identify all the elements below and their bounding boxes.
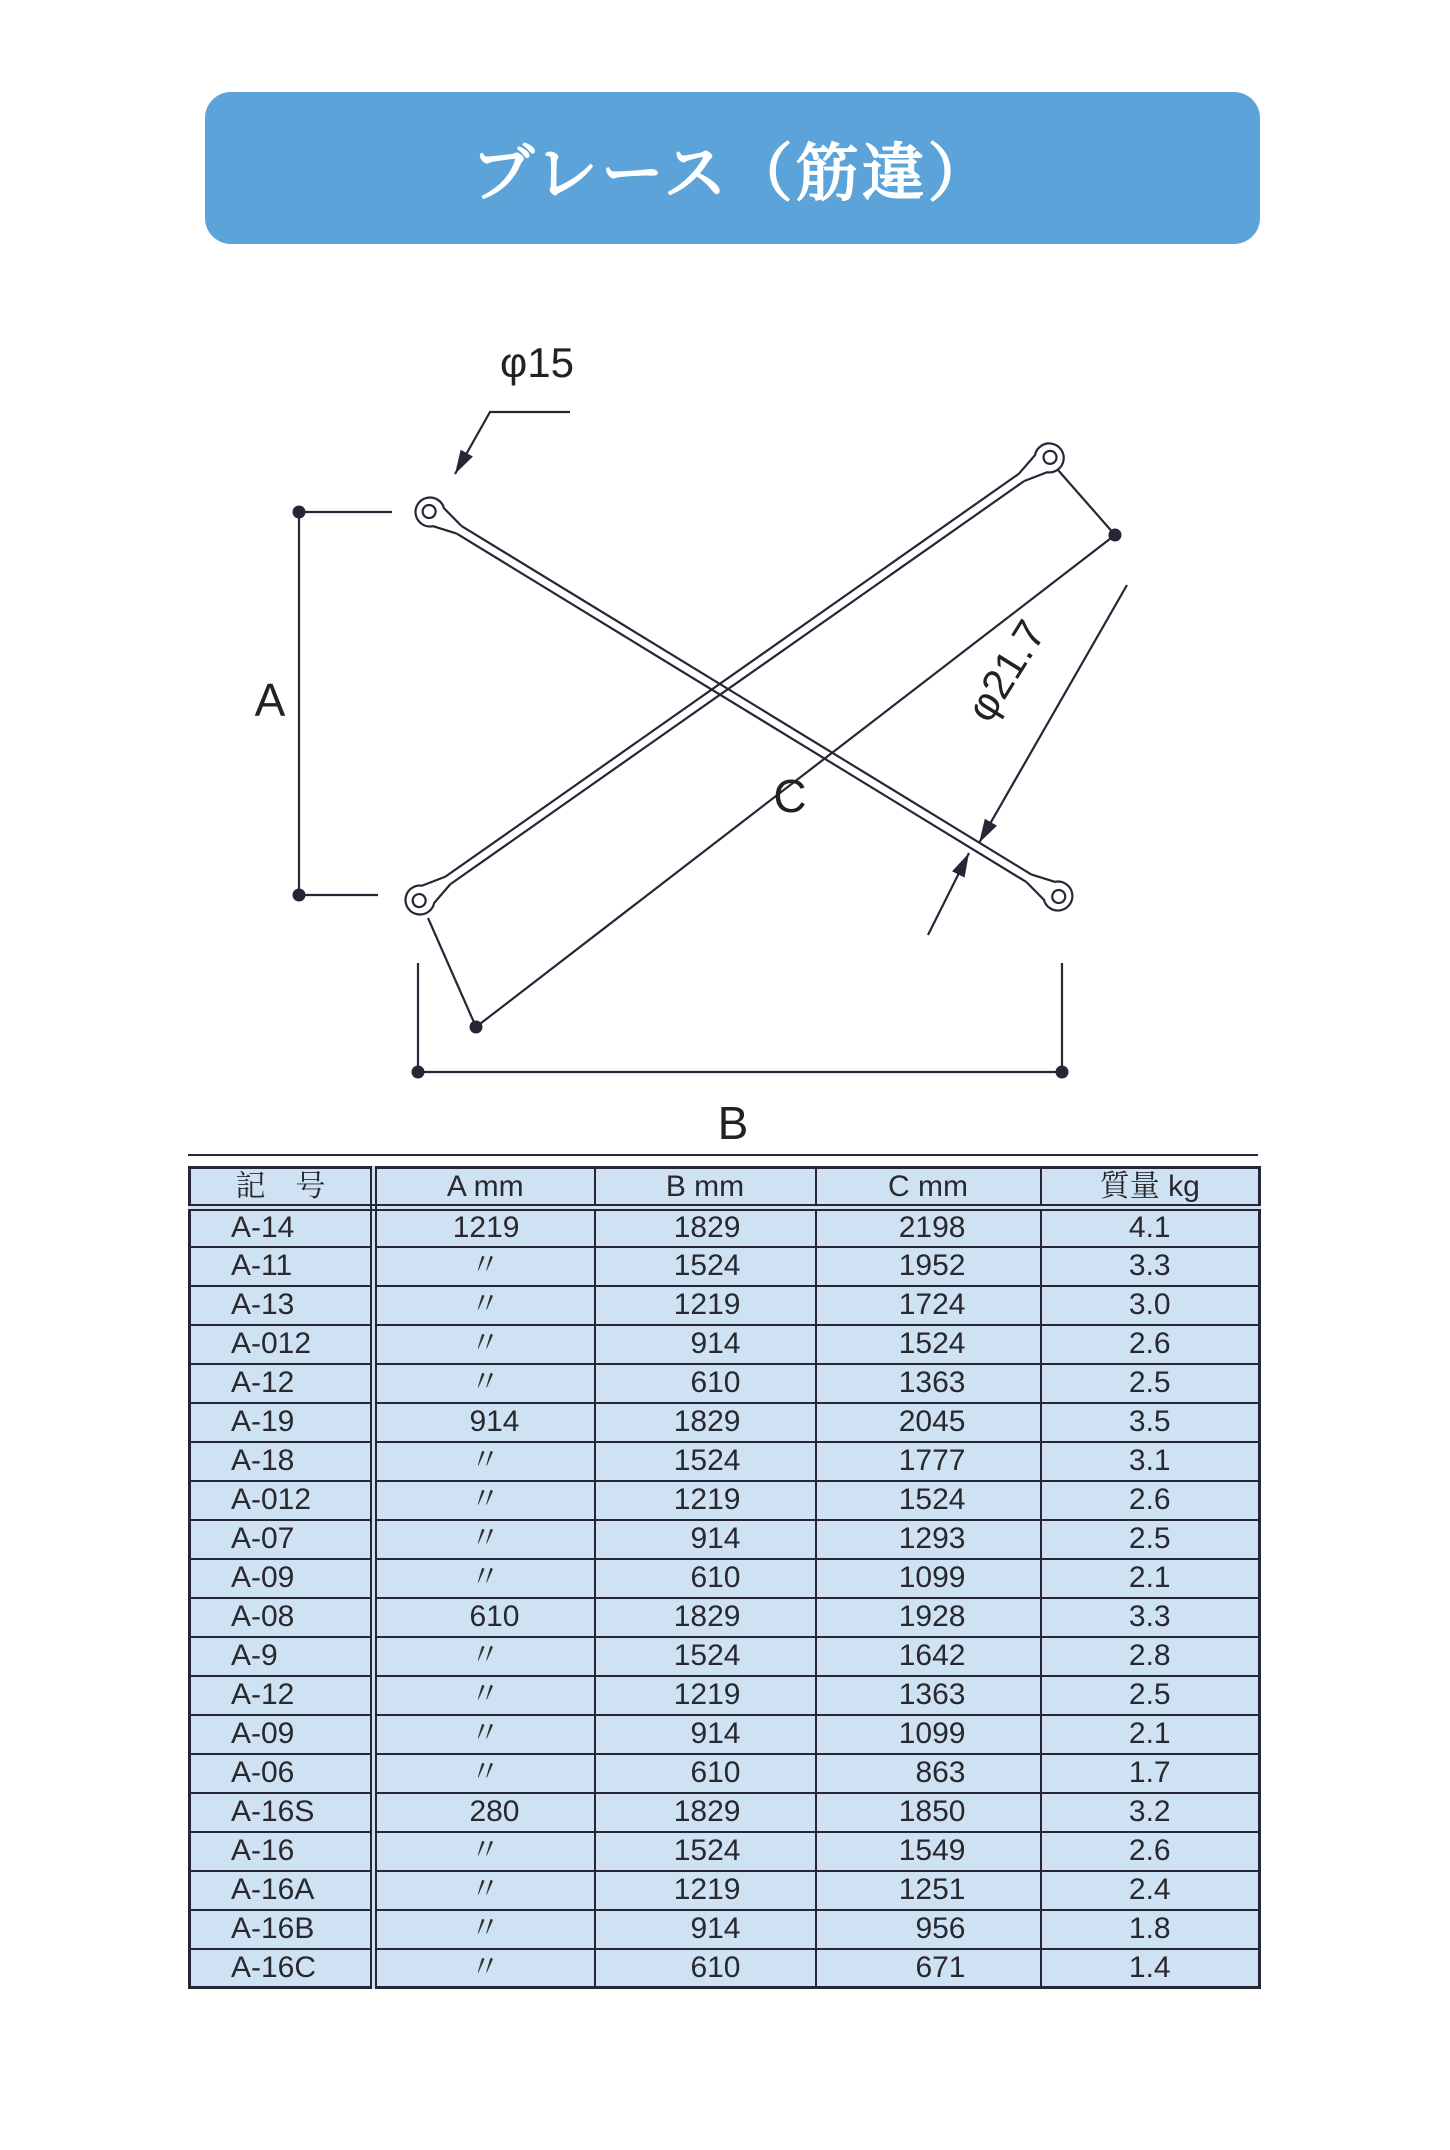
table-row <box>190 1481 1260 1520</box>
mass-cell: 2.8 <box>1041 1637 1260 1676</box>
header-mass-kg: 質量 kg <box>1041 1168 1260 1208</box>
c-mm-cell: 1363 <box>816 1676 1041 1715</box>
a-mm-cell: 〃 <box>374 1325 595 1364</box>
c-mm-cell: 1549 <box>816 1832 1041 1871</box>
symbol-cell: A-11 <box>190 1247 374 1286</box>
mass-cell: 3.3 <box>1041 1247 1260 1286</box>
mass-cell: 2.1 <box>1041 1715 1260 1754</box>
mass-cell: 3.5 <box>1041 1403 1260 1442</box>
b-mm-cell: 1219 <box>595 1286 816 1325</box>
callout-eye-diameter <box>455 339 574 474</box>
dim-a-dot-bottom <box>293 889 306 902</box>
mass-cell: 2.1 <box>1041 1559 1260 1598</box>
symbol-cell: A-12 <box>190 1676 374 1715</box>
c-mm-cell: 1099 <box>816 1559 1041 1598</box>
c-mm-cell: 1928 <box>816 1598 1041 1637</box>
c-mm-cell: 1524 <box>816 1325 1041 1364</box>
a-mm-cell: 〃 <box>374 1559 595 1598</box>
a-mm-cell: 〃 <box>374 1832 595 1871</box>
mass-cell: 3.1 <box>1041 1442 1260 1481</box>
b-mm-cell: 1219 <box>595 1481 816 1520</box>
header-a-mm: A mm <box>374 1168 595 1208</box>
b-mm-cell: 610 <box>595 1364 816 1403</box>
a-mm-cell: 〃 <box>374 1286 595 1325</box>
mass-cell: 3.2 <box>1041 1793 1260 1832</box>
spec-table-body <box>190 1208 1260 1988</box>
dim-c-dot-top <box>1109 529 1122 542</box>
b-mm-cell: 1524 <box>595 1832 816 1871</box>
eye-diameter-label: φ15 <box>500 339 574 386</box>
a-mm-cell: 〃 <box>374 1481 595 1520</box>
b-mm-cell: 914 <box>595 1910 816 1949</box>
dim-a-dot-top <box>293 506 306 519</box>
table-row <box>190 1325 1260 1364</box>
dim-c-dot-bottom <box>470 1021 483 1034</box>
a-mm-cell: 〃 <box>374 1442 595 1481</box>
c-mm-cell: 1850 <box>816 1793 1041 1832</box>
dim-b-label: B <box>717 1097 749 1149</box>
dim-b-dot-right <box>1056 1066 1069 1079</box>
mass-cell: 3.0 <box>1041 1286 1260 1325</box>
table-row <box>190 1364 1260 1403</box>
mass-cell: 1.4 <box>1041 1949 1260 1988</box>
a-mm-cell: 〃 <box>374 1949 595 1988</box>
c-mm-cell: 2198 <box>816 1208 1041 1247</box>
table-row <box>190 1598 1260 1637</box>
symbol-cell: A-16S <box>190 1793 374 1832</box>
symbol-cell: A-9 <box>190 1637 374 1676</box>
table-row <box>190 1832 1260 1871</box>
table-row <box>190 1247 1260 1286</box>
c-mm-cell: 1293 <box>816 1520 1041 1559</box>
table-row <box>190 1520 1260 1559</box>
mass-cell: 2.4 <box>1041 1871 1260 1910</box>
table-row <box>190 1637 1260 1676</box>
table-row <box>190 1871 1260 1910</box>
table-row <box>190 1208 1260 1247</box>
mass-cell: 2.6 <box>1041 1832 1260 1871</box>
table-row <box>190 1754 1260 1793</box>
symbol-cell: A-012 <box>190 1325 374 1364</box>
a-mm-cell: 〃 <box>374 1676 595 1715</box>
b-mm-cell: 1219 <box>595 1676 816 1715</box>
c-mm-cell: 956 <box>816 1910 1041 1949</box>
mass-cell: 2.6 <box>1041 1481 1260 1520</box>
table-top-rule <box>188 1154 1258 1156</box>
c-mm-cell: 1777 <box>816 1442 1041 1481</box>
b-mm-cell: 1524 <box>595 1247 816 1286</box>
mass-cell: 2.5 <box>1041 1520 1260 1559</box>
a-mm-cell: 〃 <box>374 1754 595 1793</box>
table-row <box>190 1559 1260 1598</box>
dimension-c <box>428 470 1122 1034</box>
c-mm-cell: 1099 <box>816 1715 1041 1754</box>
spec-table <box>188 1166 1261 1989</box>
b-mm-cell: 610 <box>595 1559 816 1598</box>
a-mm-cell: 〃 <box>374 1910 595 1949</box>
b-mm-cell: 914 <box>595 1520 816 1559</box>
b-mm-cell: 914 <box>595 1325 816 1364</box>
b-mm-cell: 1524 <box>595 1442 816 1481</box>
c-mm-cell: 1524 <box>816 1481 1041 1520</box>
symbol-cell: A-09 <box>190 1715 374 1754</box>
b-mm-cell: 1219 <box>595 1871 816 1910</box>
c-mm-cell: 1363 <box>816 1364 1041 1403</box>
page-title: ブレース（筋違） <box>471 138 994 209</box>
table-header-row <box>190 1168 1260 1208</box>
mass-cell: 2.5 <box>1041 1364 1260 1403</box>
symbol-cell: A-16B <box>190 1910 374 1949</box>
b-mm-cell: 610 <box>595 1949 816 1988</box>
b-mm-cell: 1829 <box>595 1793 816 1832</box>
table-row <box>190 1442 1260 1481</box>
b-mm-cell: 1829 <box>595 1208 816 1247</box>
symbol-cell: A-14 <box>190 1208 374 1247</box>
dimension-a <box>255 506 392 902</box>
dim-c-label: C <box>773 770 807 822</box>
b-mm-cell: 1829 <box>595 1403 816 1442</box>
a-mm-cell: 〃 <box>374 1871 595 1910</box>
mass-cell: 4.1 <box>1041 1208 1260 1247</box>
symbol-cell: A-16C <box>190 1949 374 1988</box>
symbol-cell: A-08 <box>190 1598 374 1637</box>
dim-b-dot-left <box>412 1066 425 1079</box>
b-mm-cell: 610 <box>595 1754 816 1793</box>
table-row <box>190 1715 1260 1754</box>
symbol-cell: A-12 <box>190 1364 374 1403</box>
c-mm-cell: 671 <box>816 1949 1041 1988</box>
a-mm-cell: 〃 <box>374 1715 595 1754</box>
b-mm-cell: 914 <box>595 1715 816 1754</box>
a-mm-cell: 〃 <box>374 1364 595 1403</box>
header-c-mm: C mm <box>816 1168 1041 1208</box>
a-mm-cell: 280 <box>374 1793 595 1832</box>
table-row <box>190 1793 1260 1832</box>
symbol-cell: A-16 <box>190 1832 374 1871</box>
b-mm-cell: 1524 <box>595 1637 816 1676</box>
table-row <box>190 1910 1260 1949</box>
a-mm-cell: 610 <box>374 1598 595 1637</box>
c-mm-cell: 1724 <box>816 1286 1041 1325</box>
symbol-cell: A-07 <box>190 1520 374 1559</box>
rod-diameter-label: φ21.7 <box>957 612 1055 730</box>
a-mm-cell: 〃 <box>374 1637 595 1676</box>
header-b-mm: B mm <box>595 1168 816 1208</box>
table-row <box>190 1286 1260 1325</box>
symbol-cell: A-06 <box>190 1754 374 1793</box>
c-mm-cell: 863 <box>816 1754 1041 1793</box>
c-mm-cell: 2045 <box>816 1403 1041 1442</box>
c-mm-cell: 1251 <box>816 1871 1041 1910</box>
a-mm-cell: 914 <box>374 1403 595 1442</box>
b-mm-cell: 1829 <box>595 1598 816 1637</box>
mass-cell: 1.7 <box>1041 1754 1260 1793</box>
mass-cell: 2.6 <box>1041 1325 1260 1364</box>
symbol-cell: A-16A <box>190 1871 374 1910</box>
mass-cell: 1.8 <box>1041 1910 1260 1949</box>
symbol-cell: A-18 <box>190 1442 374 1481</box>
symbol-cell: A-19 <box>190 1403 374 1442</box>
a-mm-cell: 1219 <box>374 1208 595 1247</box>
header-symbol: 記 号 <box>190 1168 374 1208</box>
a-mm-cell: 〃 <box>374 1247 595 1286</box>
mass-cell: 2.5 <box>1041 1676 1260 1715</box>
symbol-cell: A-012 <box>190 1481 374 1520</box>
mass-cell: 3.3 <box>1041 1598 1260 1637</box>
symbol-cell: A-13 <box>190 1286 374 1325</box>
dimension-b <box>412 963 1069 1149</box>
table-row <box>190 1949 1260 1988</box>
c-mm-cell: 1642 <box>816 1637 1041 1676</box>
table-row <box>190 1676 1260 1715</box>
a-mm-cell: 〃 <box>374 1520 595 1559</box>
symbol-cell: A-09 <box>190 1559 374 1598</box>
c-mm-cell: 1952 <box>816 1247 1041 1286</box>
table-row <box>190 1403 1260 1442</box>
dim-a-label: A <box>254 674 286 726</box>
